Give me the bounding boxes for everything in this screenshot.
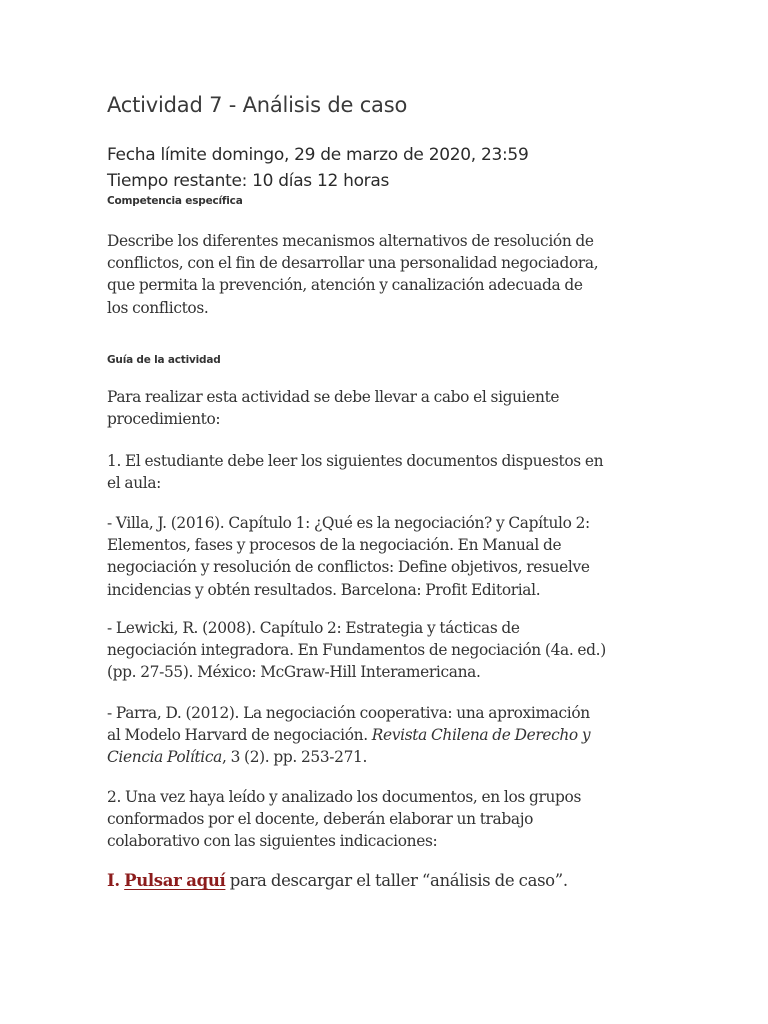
paragraph-line: los conflictos. xyxy=(107,298,209,317)
paragraph-line: 1. El estudiante debe leer los siguientes documentos dispuestos en xyxy=(107,452,604,470)
item-numeral: I. xyxy=(107,871,120,890)
paragraph-line xyxy=(107,870,667,892)
reference-text: al Modelo Harvard de negociación. xyxy=(107,726,372,745)
step-2-paragraph xyxy=(107,786,667,853)
paragraph-line: conflictos, con el fin de desarrollar una personalidad negociadora, xyxy=(107,254,599,273)
paragraph-line: Elementos, fases y procesos de la negociación. En Manual de xyxy=(107,536,562,555)
paragraph-line: negociación integradora. En Fundamentos de negociación (4a. ed.) xyxy=(107,641,606,660)
paragraph-line: negociación y resolución de conflictos: Define objetivos, resuelve xyxy=(107,558,590,577)
paragraph-line xyxy=(107,746,667,768)
paragraph-line: 2. Una vez haya leído y analizado los documentos, en los grupos xyxy=(107,788,581,806)
activity-title: Actividad 7 - Análisis de caso xyxy=(107,93,408,117)
paragraph-line: (pp. 27-55). México: McGraw-Hill Interamericana. xyxy=(107,663,481,682)
deadline-text: Fecha límite domingo, 29 de marzo de 2020, 23:59 xyxy=(107,145,529,165)
competencia-paragraph xyxy=(107,230,667,319)
reference-villa xyxy=(107,512,667,601)
download-description: para descargar el taller “análisis de caso”. xyxy=(225,871,568,890)
paragraph-line: incidencias y obtén resultados. Barcelona: Profit Editorial. xyxy=(107,580,541,599)
paragraph-line: colaborativo con las siguientes indicaciones: xyxy=(107,832,438,851)
paragraph-line: el aula: xyxy=(107,474,161,493)
paragraph-line: Para realizar esta actividad se debe llevar a cabo el siguiente xyxy=(107,388,560,406)
download-instruction xyxy=(107,870,667,892)
paragraph-line: - Parra, D. (2012). La negociación cooperativa: una aproximación xyxy=(107,704,590,722)
guia-heading: Guía de la actividad xyxy=(107,354,221,366)
step-1-paragraph xyxy=(107,450,667,494)
intro-paragraph xyxy=(107,386,667,430)
paragraph-line: - Villa, J. (2016). Capítulo 1: ¿Qué es la negociación? y Capítulo 2: xyxy=(107,514,590,532)
reference-parra xyxy=(107,702,667,769)
paragraph-line: procedimiento: xyxy=(107,410,221,429)
paragraph-line: conformados por el docente, deberán elaborar un trabajo xyxy=(107,810,534,829)
paragraph-line: - Lewicki, R. (2008). Capítulo 2: Estrategia y tácticas de xyxy=(107,619,520,637)
journal-title: Ciencia Política xyxy=(107,748,222,767)
paragraph-line xyxy=(107,724,667,746)
download-link[interactable]: Pulsar aquí xyxy=(124,871,226,890)
paragraph-line: Describe los diferentes mecanismos alternativos de resolución de xyxy=(107,232,594,250)
paragraph-line: que permita la prevención, atención y canalización adecuada de xyxy=(107,276,583,295)
reference-text: , 3 (2). pp. 253-271. xyxy=(221,748,368,767)
reference-lewicki xyxy=(107,617,667,684)
competencia-heading: Competencia específica xyxy=(107,195,243,207)
journal-title: Revista Chilena de Derecho y xyxy=(371,726,591,745)
time-remaining-text: Tiempo restante: 10 días 12 horas xyxy=(107,171,390,191)
